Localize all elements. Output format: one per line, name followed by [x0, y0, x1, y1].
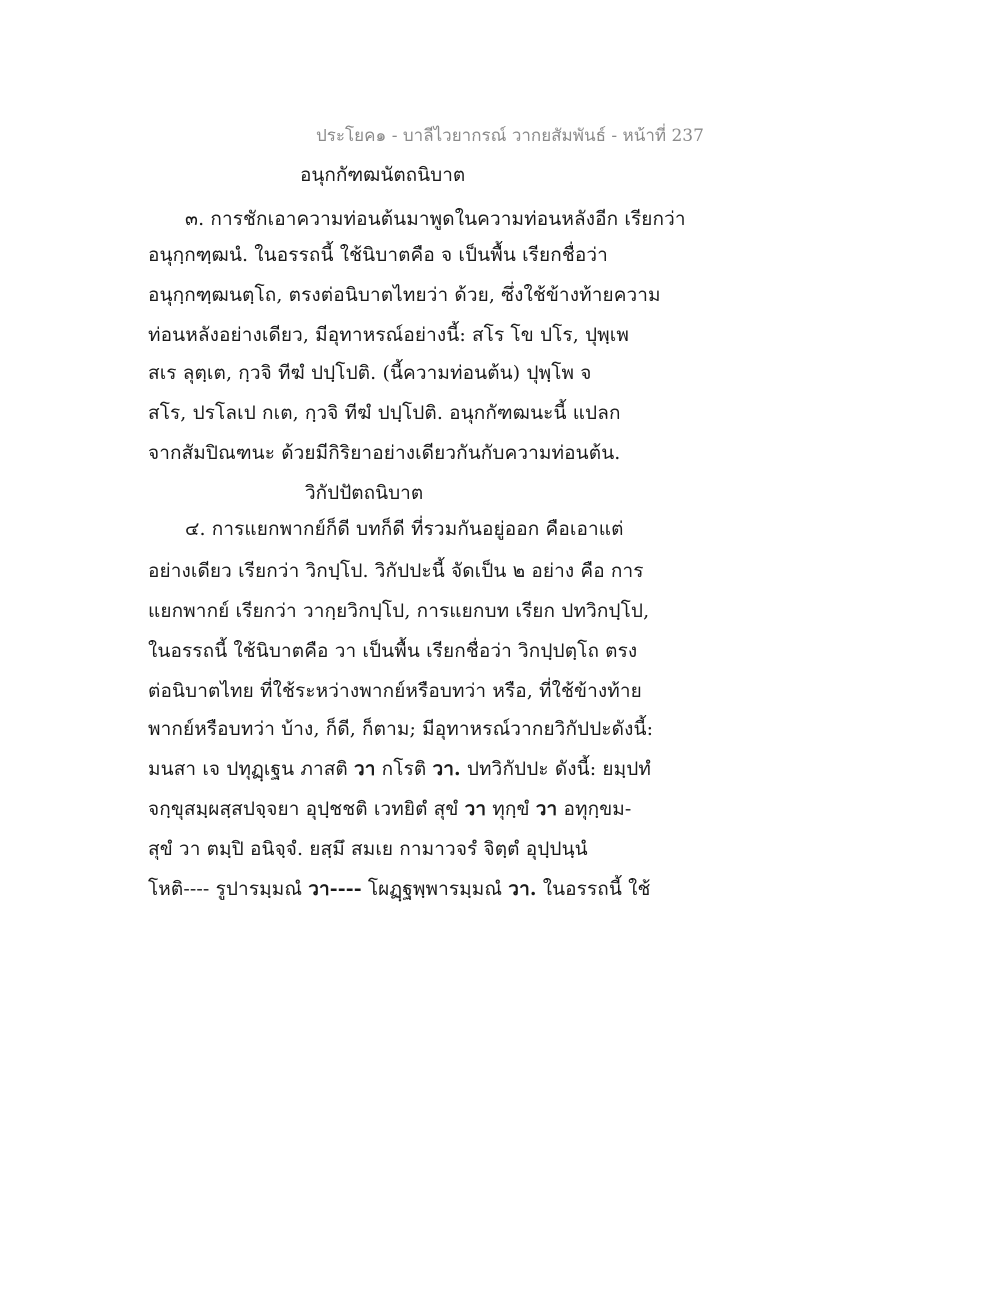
running-header: ประโยค๑ - บาลีไวยากรณ์ วากยสัมพันธ์ - หน้าที่ 237	[316, 126, 704, 146]
paragraph-line: แยกพากย์ เรียกว่า วากฺยวิกปฺโป, การแยกบท เรียก ปทวิกปฺโป,	[148, 600, 650, 622]
paragraph-line: อนุกฺกฑฺฒนตฺโถ, ตรงต่อนิบาตไทยว่า ด้วย, ซึ่งใช้ข้างท้ายความ	[148, 284, 661, 306]
paragraph-line: ๔. การแยกพากย์ก็ดี บทก็ดี ที่รวมกันอยู่ออก คือเอาแต่	[185, 518, 624, 540]
example-text: มนสา เจ ปทุฏฺเฐน ภาสติ	[148, 758, 354, 780]
paragraph-line: สเร ลุตฺเต, กฺวจิ ทีฆํ ปปฺโปติ. (นี้ความท่อนต้น) ปุพฺโพ จ	[148, 362, 592, 384]
va-bold: วา.	[432, 758, 461, 780]
paragraph-line: ต่อนิบาตไทย ที่ใช้ระหว่างพากย์หรือบทว่า หรือ, ที่ใช้ข้างท้าย	[148, 680, 642, 702]
va-bold: วา	[464, 798, 487, 820]
example-text: ปทวิกัปปะ ดังนี้: ยมฺปทํ	[460, 758, 652, 780]
example-text: โผฏฺฐพฺพารมฺมณํ	[361, 878, 509, 900]
paragraph-line: จากสัมปิณฑนะ ด้วยมีกิริยาอย่างเดียวกันกับความท่อนต้น.	[148, 442, 621, 464]
example-text: จกฺขุสมฺผสฺสปจฺจยา อุปฺชชติ เวทยิตํ สุขํ	[148, 798, 465, 820]
va-bold: วา	[535, 798, 558, 820]
paragraph-line: ๓. การชักเอาความท่อนต้นมาพูดในความท่อนหลังอีก เรียกว่า	[185, 208, 686, 230]
example-text: ในอรรถนี้ ใช้	[536, 878, 651, 900]
paragraph-line: พากย์หรือบทว่า บ้าง, ก็ดี, ก็ตาม; มีอุทาหรณ์วากยวิกัปปะดังนี้:	[148, 718, 654, 740]
example-line	[148, 794, 631, 824]
example-line	[148, 874, 651, 904]
example-text: ทุกฺขํ	[486, 798, 536, 820]
paragraph-line: ในอรรถนี้ ใช้นิบาตคือ วา เป็นพื้น เรียกชื่อว่า วิกปฺปตฺโถ ตรง	[148, 640, 638, 662]
example-text: กโรติ	[375, 758, 433, 780]
paragraph-line: อย่างเดียว เรียกว่า วิกปฺโป. วิกัปปะนี้ จัดเป็น ๒ อย่าง คือ การ	[148, 560, 644, 582]
section-title-vikappattha: วิกัปปัตถนิบาต	[305, 482, 424, 504]
paragraph-line: สโร, ปรโลเป กเต, กฺวจิ ทีฆํ ปปฺโปติ. อนุกกัฑฒนะนี้ แปลก	[148, 402, 621, 424]
example-line	[148, 754, 651, 784]
paragraph-line: ท่อนหลังอย่างเดียว, มีอุทาหรณ์อย่างนี้: สโร โข ปโร, ปุพฺเพ	[148, 324, 630, 346]
example-text: โหติ---- รูปารมฺมณํ	[148, 878, 309, 900]
va-bold: วา.	[508, 878, 537, 900]
va-bold: วา----	[308, 878, 362, 900]
va-bold: วา	[354, 758, 376, 780]
section-title-anukaddhanattha: อนุกกัฑฒนัตถนิบาต	[300, 164, 466, 186]
paragraph-line: สุขํ วา ตมฺปิ อนิจฺจํ. ยสฺมึ สมเย กามาวจรํ จิตฺตํ อุปฺปนฺนํ	[148, 838, 588, 860]
example-text: อทุกฺขม-	[557, 798, 632, 820]
paragraph-line: อนุกฺกฑฺฒนํ. ในอรรถนี้ ใช้นิบาตคือ จ เป็นพื้น เรียกชื่อว่า	[148, 244, 608, 266]
